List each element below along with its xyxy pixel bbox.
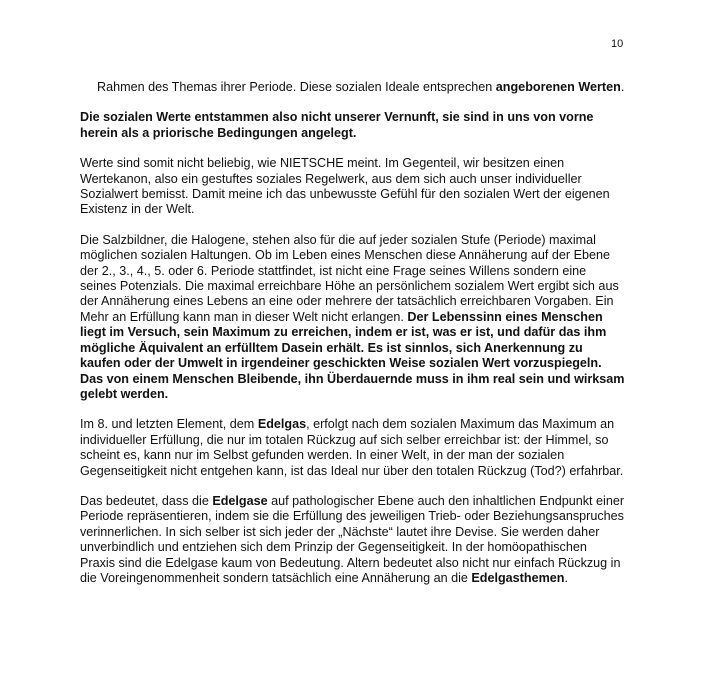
edelgase-text-end: . — [564, 570, 568, 585]
page-number: 10 — [611, 38, 624, 50]
edelgase-text-middle: auf pathologischer Ebene auch den inhaltlichen Endpunkt einer Periode repräsentieren, indem sie die Erfüllung des jeweiligen Trieb- oder Beziehungsanspruches verinnerlichen. In sich selber ist sich jeder der „Nächste“ lautet ihre Devise. Sie werden daher unverbindlich und entziehen sich dem Prinzip der Gegenseitigkeit. In der homöopathischen Praxis sind die Edelgase kaum von Bedeutung. Altern bedeutet also nicht nur einfach Rückzug in die Voreingenommenheit sondern tatsächlich eine Annäherung an die — [80, 493, 625, 585]
paragraph-intro — [80, 80, 625, 95]
emphasis-edelgase: Edelgase — [212, 493, 268, 508]
emphasis-edelgas: Edelgas — [257, 417, 307, 432]
paragraph-wertekanon: Werte sind somit nicht beliebig, wie NIETSCHE meint. Im Gegenteil, wir besitzen einen Wertekanon, also ein gestuftes soziales Regelwerk, aus dem sich auch unser individueller Sozialwert bemisst. Damit meine ich das unbewusste Gefühl für den sozialen Wert der eigenen Existenz in der Welt. — [80, 156, 610, 217]
emphasis-angeborene-werte: angeborenen Werten — [495, 80, 621, 94]
paragraph-edelgas — [80, 417, 625, 479]
paragraph-halogene — [80, 233, 625, 402]
edelgas-text-start: Im 8. und letzten Element, dem — [80, 417, 258, 432]
paragraph-edelgase — [80, 494, 625, 586]
lebenssinn-emphasis: Der Lebenssinn eines Menschen liegt im Versuch, sein Maximum zu erreichen, indem er ist, was er ist, und dafür das ihm mögliche Äquivalent an erfülltem Dasein erhält. Es ist sinnlos, sich Anerkennung zu kaufen oder der Umwelt in irgendeiner geschickten Weise sozialen Wert vorzuspiegeln. Das von einem Menschen Bleibende, ihn Überdauernde muss in ihm real sein und wirksam gelebt werden. — [80, 309, 625, 401]
document-body — [80, 80, 625, 586]
emphasis-edelgasthemen: Edelgasthemen — [471, 570, 565, 585]
paragraph-intro-text: Rahmen des Themas ihrer Periode. Diese sozialen Ideale entsprechen — [97, 80, 496, 94]
paragraph-thesis — [80, 110, 625, 141]
edelgase-text-start: Das bedeutet, dass die — [80, 493, 213, 508]
edelgas-text-rest: , erfolgt nach dem sozialen Maximum das Maximum an individueller Erfüllung, die nur im totalen Rückzug auf sich selber erreichbar ist: der Himmel, so scheint es, kann nur im Selbst gefunden werden. In einer Welt, in der man der sozialen Gegenseitigkeit nicht entgehen kann, ist das Ideal nur über den totalen Rückzug (Tod?) erfahrbar. — [80, 417, 624, 478]
paragraph-intro-end: . — [620, 80, 625, 94]
thesis-text: Die sozialen Werte entstammen also nicht unserer Vernunft, sie sind in uns von vorne herein als a priorische Bedingungen angelegt. — [80, 110, 594, 140]
halogene-text: Die Salzbildner, die Halogene, stehen also für die auf jeder sozialen Stufe (Periode) maximal möglichen sozialen Haltungen. Ob im Leben eines Menschen diese Annäherung auf der Ebene der 2., 3., 4., 5. oder 6. Periode stattfindet, ist nicht eine Frage seines Willens sondern eine seines Potenzials. Die maximal erreichbare Höhe an persönlichem sozialem Wert ergibt sich aus der Annäherung eines Lebens an eine oder mehrere der tatsächlich erreichbaren Vorgaben. Ein Mehr an Erfüllung kann man in dieser Welt nicht erlangen. — [80, 232, 619, 324]
